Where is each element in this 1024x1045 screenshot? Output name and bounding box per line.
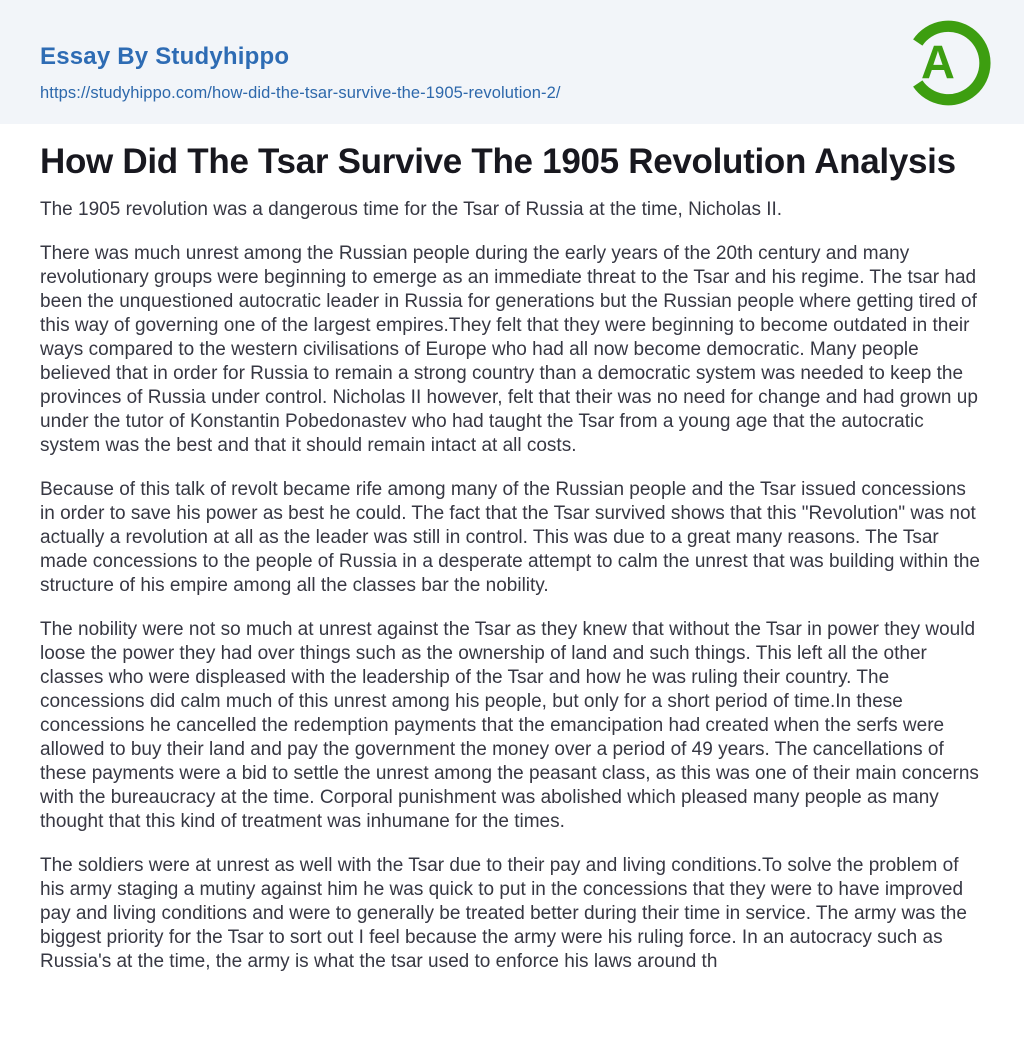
studyhippo-logo-icon — [889, 12, 991, 114]
essay-paragraph-4: The nobility were not so much at unrest against the Tsar as they knew that without the Tsar in power they would loose the power they had over things such as the ownership of land and such things. This left all the other classes who were displeased with the leadership of the Tsar and how he was ruling their country. The concessions did calm much of this unrest among his people, but only for a short period of time.In these concessions he cancelled the redemption payments that the emancipation had created when the serfs were allowed to buy their land and pay the government the money over a period of 49 years. The cancellations of these payments were a bid to settle the unrest among the peasant class, as this was one of their main concerns with the bureaucracy at the time. Corporal punishment was abolished which pleased many people as many thought that this kind of treatment was inhumane for the times. — [40, 619, 979, 832]
essay-byline: Essay By Studyhippo — [40, 43, 290, 70]
essay-paragraph-3: Because of this talk of revolt became rife among many of the Russian people and the Tsar issued concessions in order to save his power as best he could. The fact that the Tsar survived shows that this "Revolution" was not actually a revolution at all as the leader was still in control. This was due to a great many reasons. The Tsar made concessions to the people of Russia in a desperate attempt to calm the unrest that was building within the structure of his empire among all the classes bar the nobility. — [40, 479, 980, 596]
header-text-block — [40, 43, 874, 103]
page-header — [0, 0, 1024, 124]
logo-letter: A — [921, 36, 955, 89]
essay-paragraph-2: There was much unrest among the Russian people during the early years of the 20th century and many revolutionary groups were beginning to emerge as an immediate threat to the Tsar and his regime. The tsar had been the unquestioned autocratic leader in Russia for generations but the Russian people where getting tired of this way of governing one of the largest empires.They felt that they were beginning to become outdated in their ways compared to the western civilisations of Europe who had all now become democratic. Many people believed that in order for Russia to remain a strong country than a democratic system was needed to keep the provinces of Russia under control. Nicholas II however, felt that their was no need for change and had grown up under the tutor of Konstantin Pobedonastev who had taught the Tsar from a young age that the autocratic system was the best and that it should remain intact at all costs. — [40, 243, 978, 456]
source-url[interactable]: https://studyhippo.com/how-did-the-tsar-survive-the-1905-revolution-2/ — [40, 84, 561, 102]
studyhippo-logo — [889, 12, 991, 114]
page-title: How Did The Tsar Survive The 1905 Revolution Analysis — [40, 142, 956, 181]
essay-article — [0, 124, 1024, 974]
essay-paragraph-5: The soldiers were at unrest as well with the Tsar due to their pay and living conditions.To solve the problem of his army staging a mutiny against him he was quick to put in the concessions that they were to have improved pay and living conditions and were to generally be treated better during their time in service. The army was the biggest priority for the Tsar to sort out I feel because the army were his ruling force. In an autocracy such as Russia's at the time, the army is what the tsar used to enforce his laws around th — [40, 855, 967, 972]
essay-paragraph-1: The 1905 revolution was a dangerous time for the Tsar of Russia at the time, Nicholas II. — [40, 199, 783, 220]
